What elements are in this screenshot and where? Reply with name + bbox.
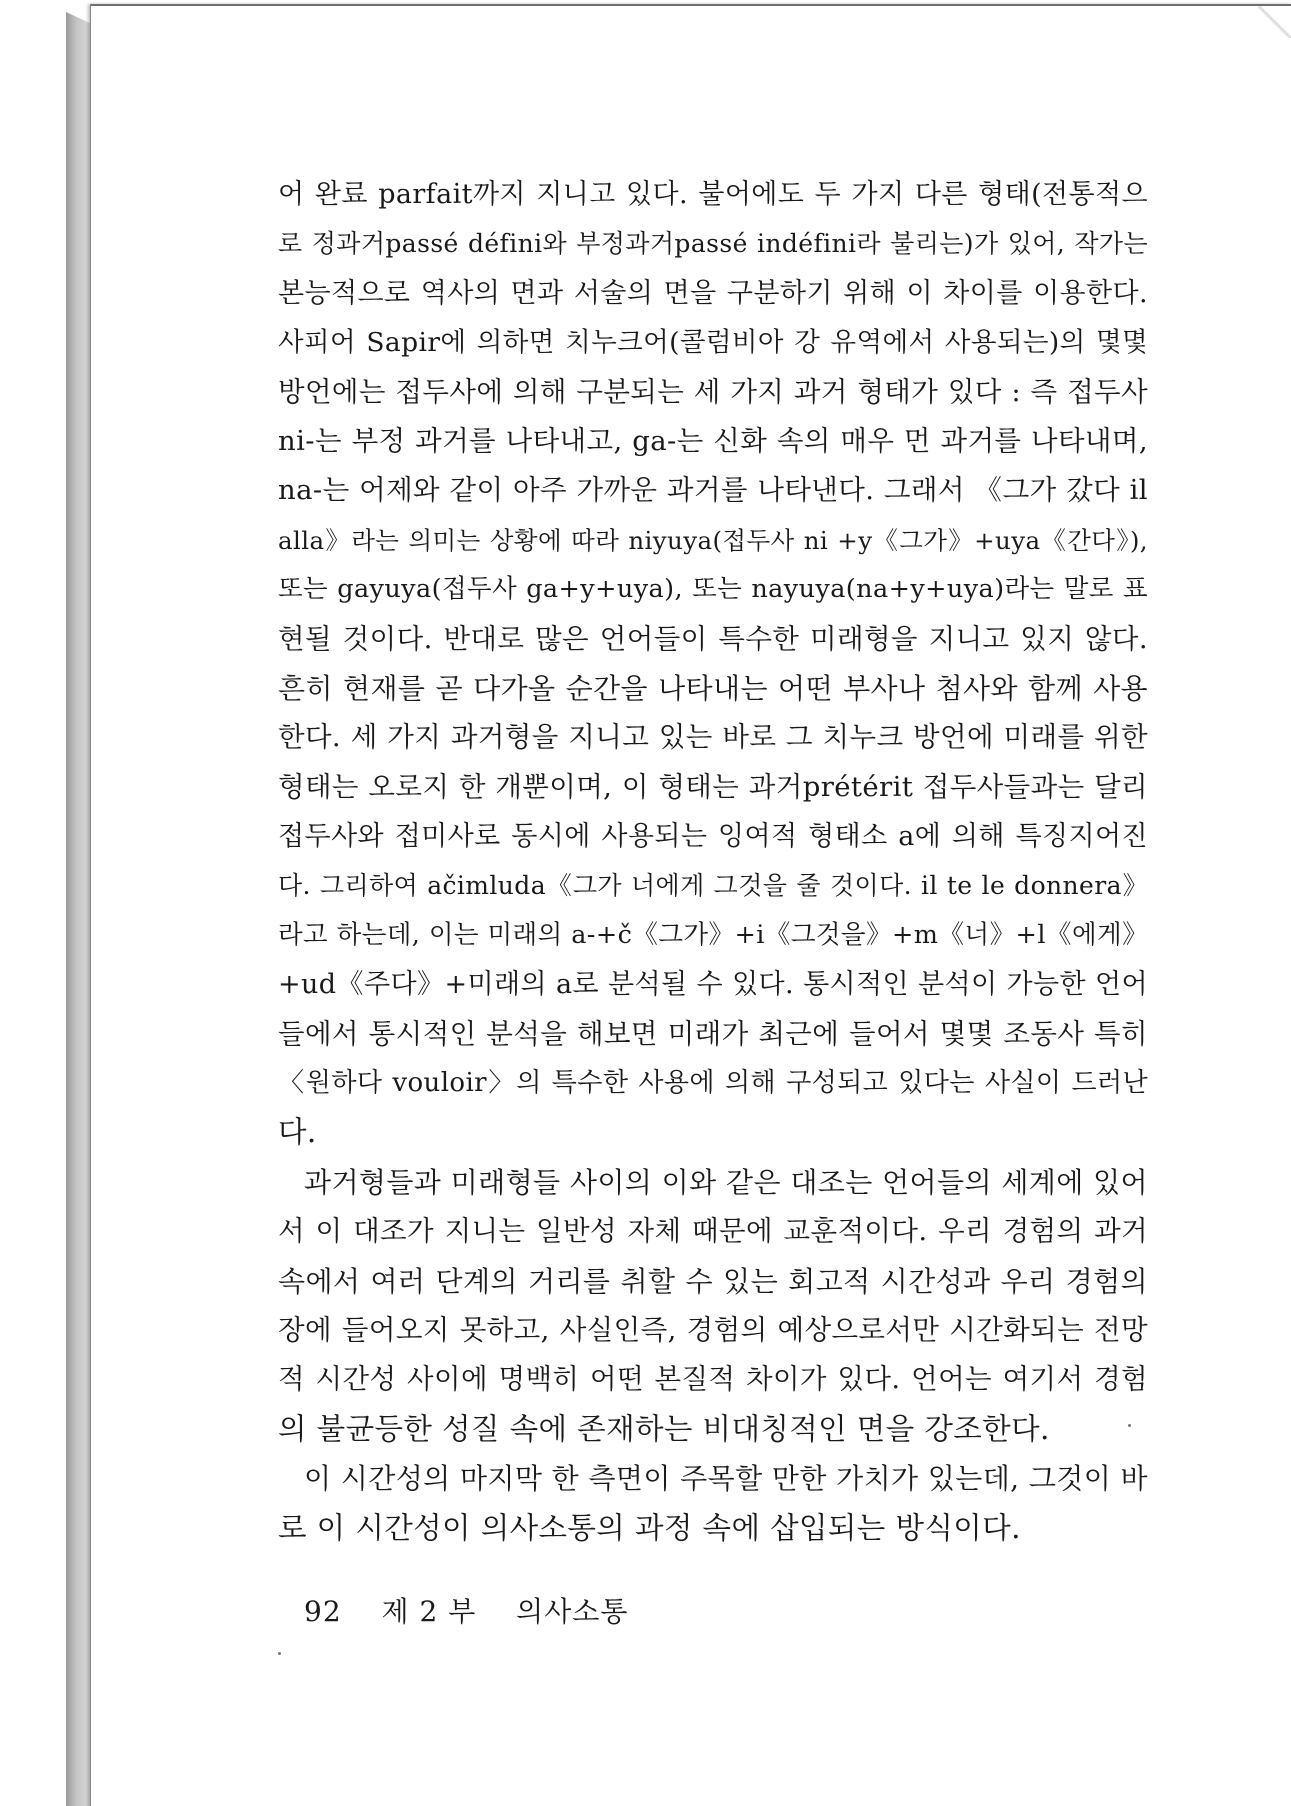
text-line: 현될 것이다. 반대로 많은 언어들이 특수한 미래형을 지니고 있지 않다.: [278, 622, 1148, 655]
text-line: 접두사와 접미사로 동시에 사용되는 잉여적 형태소 a에 의해 특징지어진: [278, 821, 1148, 853]
part-title: 의사소통: [516, 1595, 629, 1628]
text-line: 들에서 통시적인 분석을 해보면 미래가 최근에 들어서 몇몇 조동사 특히: [278, 1017, 1148, 1050]
text-line: 과거형들과 미래형들 사이의 이와 같은 대조는 언어들의 세계에 있어: [304, 1165, 1148, 1199]
page-corner-curl: [1258, 6, 1291, 38]
text-line: ni-는 부정 과거를 나타내고, ga-는 신화 속의 매우 먼 과거를 나타내며,: [278, 424, 1148, 457]
text-line: +ud《주다》+미래의 a로 분석될 수 있다. 통시적인 분석이 가능한 언어: [278, 969, 1148, 1001]
text-line: 로 이 시간성이 의사소통의 과정 속에 삽입되는 방식이다.: [278, 1510, 1021, 1545]
text-line: 흔히 현재를 곧 다가올 순간을 나타내는 어떤 부사나 첨사와 함께 사용: [278, 671, 1148, 705]
page-number: 92: [304, 1595, 342, 1628]
text-line: 라고 하는데, 이는 미래의 a-+č《그가》+i《그것을》+m《너》+l《에게》: [278, 919, 1148, 950]
text-line: 〈원하다 vouloir〉의 특수한 사용에 의해 구성되고 있다는 사실이 드러난: [278, 1068, 1148, 1099]
text-line: 다.: [278, 1115, 317, 1150]
text-line: 본능적으로 역사의 면과 서술의 면을 구분하기 위해 이 차이를 이용한다.: [278, 277, 1148, 309]
text-line: 형태는 오로지 한 개뿐이며, 이 형태는 과거prétérit 접두사들과는 달리: [278, 770, 1148, 803]
text-line: na-는 어제와 같이 아주 가까운 과거를 나타낸다. 그래서 《그가 갔다 il: [278, 474, 1148, 507]
text-line: 속에서 여러 단계의 거리를 취할 수 있는 회고적 시간성과 우리 경험의: [278, 1264, 1148, 1298]
text-line: 서 이 대조가 지니는 일반성 자체 때문에 교훈적이다. 우리 경험의 과거: [278, 1215, 1148, 1248]
text-line: alla》라는 의미는 상황에 따라 niyuya(접두사 ni +y《그가》+uya《간다》),: [278, 525, 1148, 555]
text-line: 이 시간성의 마지막 한 측면이 주목할 만한 가치가 있는데, 그것이 바: [304, 1462, 1148, 1496]
text-line: 어 완료 parfait까지 지니고 있다. 불어에도 두 가지 다른 형태(전통적으: [278, 179, 1148, 210]
text-line: 사피어 Sapir에 의하면 치누크어(콜럼비아 강 유역에서 사용되는)의 몇몇: [278, 327, 1148, 359]
text-line: 한다. 세 가지 과거형을 지니고 있는 바로 그 치누크 방언에 미래를 위한: [278, 721, 1148, 754]
body-text: [278, 170, 1148, 1553]
text-line: 또는 gayuya(접두사 ga+y+uya), 또는 nayuya(na+y+uya)라는 말로 표: [278, 574, 1148, 605]
page-footer: [304, 1590, 658, 1630]
text-line: 방언에는 접두사에 의해 구분되는 세 가지 과거 형태가 있다 : 즉 접두사: [278, 375, 1148, 408]
scan-speck: [278, 1652, 281, 1655]
text-line: 로 정과거passé défini와 부정과거passé indéfini라 불리는)가 있어, 작가는: [278, 229, 1148, 259]
text-line: 의 불균등한 성질 속에 존재하는 비대칭적인 면을 강조한다.: [278, 1411, 1050, 1446]
scan-speck: [1128, 1424, 1131, 1427]
text-line: 장에 들어오지 못하고, 사실인즉, 경험의 예상으로서만 시간화되는 전망: [278, 1313, 1148, 1346]
book-spine: [66, 6, 92, 1806]
text-line: 다. 그리하여 ačimluda《그가 너에게 그것을 줄 것이다. il te le donnera》: [278, 871, 1148, 901]
part-label: 제 2 부: [381, 1595, 477, 1628]
text-line: 적 시간성 사이에 명백히 어떤 본질적 차이가 있다. 언어는 여기서 경험: [278, 1363, 1148, 1396]
